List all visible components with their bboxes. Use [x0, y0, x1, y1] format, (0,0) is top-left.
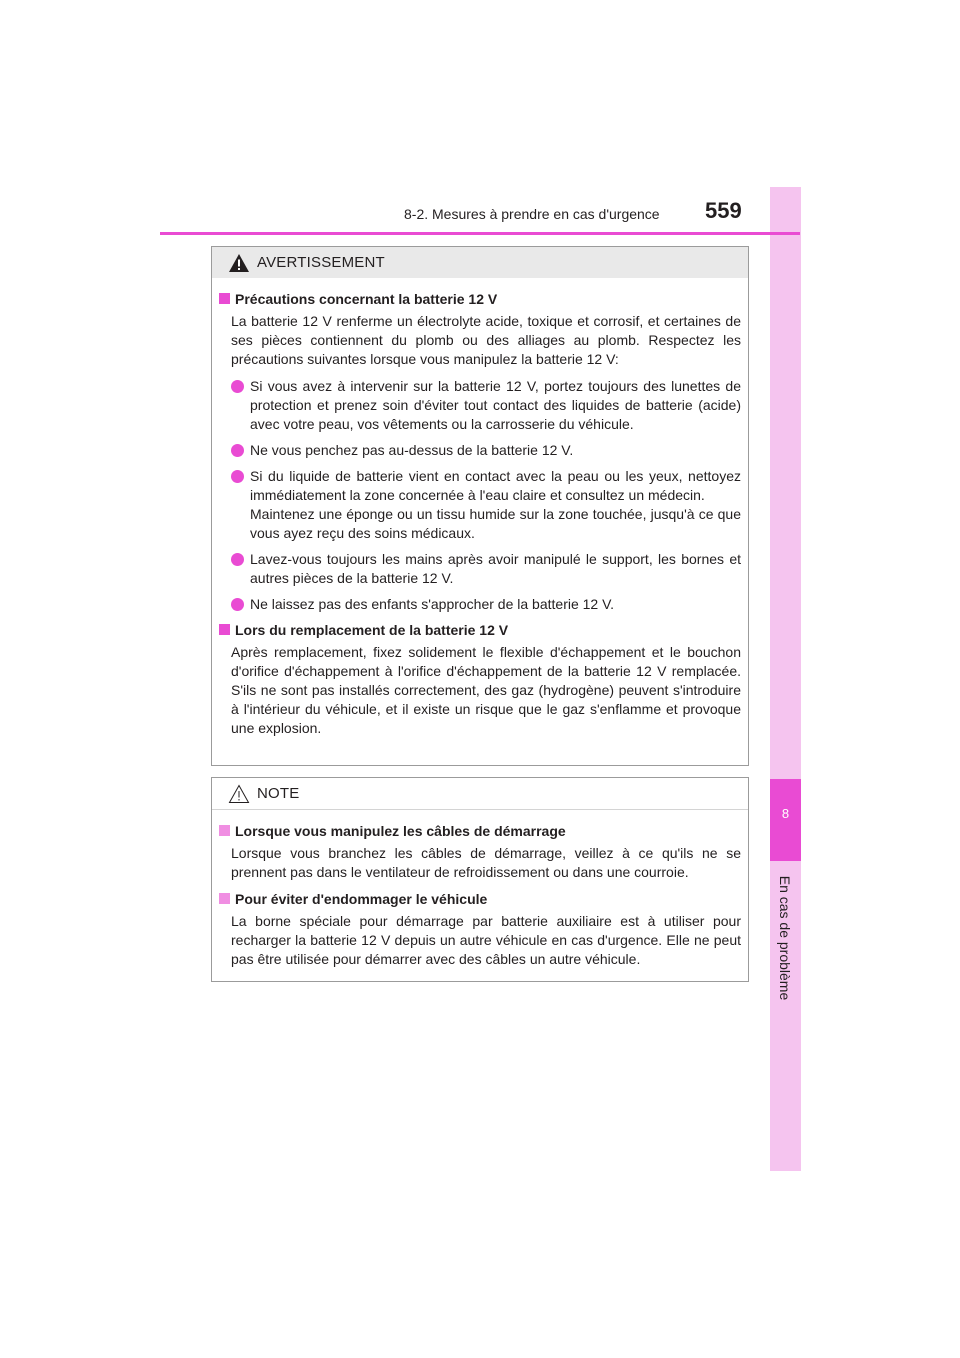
- warning-bullet: Ne laissez pas des enfants s'approcher de la batterie 12 V.: [231, 595, 741, 614]
- note-section-title: Lorsque vous manipulez les câbles de démarrage: [219, 822, 741, 841]
- header-rule: [160, 232, 800, 235]
- square-bullet-icon: [219, 893, 230, 904]
- side-tab-strip: [770, 187, 801, 1171]
- warning-box-header: [212, 247, 748, 278]
- note-label: NOTE: [257, 785, 300, 802]
- warning-bullet: Si du liquide de batterie vient en contact avec la peau ou les yeux, nettoyez immédiatement la zone concernée à l'eau claire et consultez un médecin. Maintenez une éponge ou un tissu humide sur la zone touchée, jusqu'à ce que vous ayez reçu des soins médicaux.: [231, 467, 741, 543]
- square-bullet-icon: [219, 825, 230, 836]
- chapter-number-tab: 8: [770, 779, 801, 861]
- warning-triangle-icon: [228, 253, 250, 273]
- caution-triangle-icon: [228, 784, 250, 804]
- note-box: [211, 777, 749, 982]
- round-bullet-icon: [231, 444, 244, 457]
- warning-body: [212, 278, 748, 738]
- warning-bullet: Si vous avez à intervenir sur la batterie 12 V, portez toujours des lunettes de protection et prenez soin d'éviter tout contact des liquides de batterie (acide) avec votre peau, vos vêtements ou la carrosserie du véhicule.: [231, 377, 741, 434]
- square-bullet-icon: [219, 293, 230, 304]
- note-body: [212, 810, 748, 969]
- warning-bullet: Ne vous penchez pas au-dessus de la batterie 12 V.: [231, 441, 741, 460]
- warning-label: AVERTISSEMENT: [257, 254, 385, 271]
- square-bullet-icon: [219, 624, 230, 635]
- warning-section-title: Précautions concernant la batterie 12 V: [219, 290, 741, 309]
- round-bullet-icon: [231, 380, 244, 393]
- note-section-text: La borne spéciale pour démarrage par batterie auxiliaire est à utiliser pour recharger la batterie 12 V depuis un autre véhicule en cas d'urgence. Elle ne peut pas être utilisée pour démarrer avec des câbles un autre véhicule.: [231, 913, 741, 967]
- page-number: 559: [705, 198, 742, 223]
- round-bullet-icon: [231, 553, 244, 566]
- round-bullet-icon: [231, 598, 244, 611]
- round-bullet-icon: [231, 470, 244, 483]
- warning-section-title: Lors du remplacement de la batterie 12 V: [219, 621, 741, 640]
- note-box-header: [212, 778, 748, 810]
- warning-section-text: Après remplacement, fixez solidement le flexible d'échappement et le bouchon d'orifice d'échappement à l'orifice d'échappement de la batterie 12 V remplacée. S'ils ne sont pas installés correctement, des gaz (hydrogène) peuvent s'introduire à l'intérieur du véhicule, et il existe un risque que le gaz s'enflamme et provoque une explosion.: [231, 644, 741, 736]
- note-section-text: Lorsque vous branchez les câbles de démarrage, veillez à ce qu'ils ne se prennent pas dans le ventilateur de refroidissement ou dans une courroie.: [231, 845, 741, 880]
- section-heading: 8-2. Mesures à prendre en cas d'urgence: [404, 206, 660, 222]
- chapter-title-tab: En cas de problème: [777, 875, 793, 1001]
- warning-section-text: La batterie 12 V renferme un électrolyte acide, toxique et corrosif, et certaines de ses pièces contiennent du plomb ou des alliages au plomb. Respectez les précautions suivantes lorsque vous manipulez la batterie 12 V:: [231, 313, 741, 367]
- warning-box: [211, 246, 749, 766]
- note-section-title: Pour éviter d'endommager le véhicule: [219, 890, 741, 909]
- warning-bullet: Lavez-vous toujours les mains après avoir manipulé le support, les bornes et autres pièces de la batterie 12 V.: [231, 550, 741, 588]
